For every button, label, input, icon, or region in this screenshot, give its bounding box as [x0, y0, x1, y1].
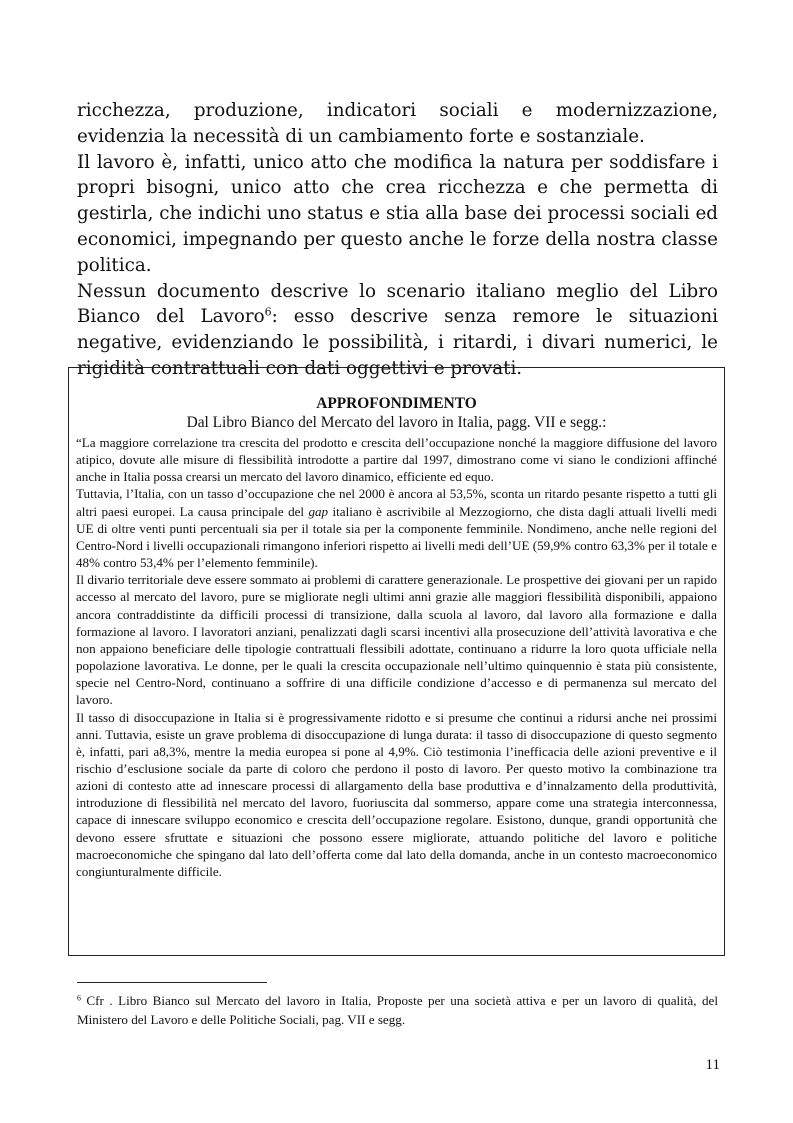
insight-paragraph-1: “La maggiore correlazione tra crescita del prodotto e crescita dell’occupazione nonché la maggiore diffusione del lavoro atipico, dovute alle misure di flessibilità introdotte a partire dal 1997, dimostrano come vi siano le condizioni affinché anche in Italia possa crearsi un mercato del lavoro dinamico, efficiente ed equo.: [76, 435, 717, 485]
footnote-text: Cfr . Libro Bianco sul Mercato del lavoro in Italia, Proposte per una società attiva e per un lavoro di qualità, del Ministero del Lavoro e delle Politiche Sociali, pag. VII e segg.: [77, 993, 718, 1027]
insight-box-title: APPROFONDIMENTO: [316, 395, 477, 412]
insight-paragraph-3: Il divario territoriale deve essere sommato ai problemi di carattere generazionale. Le prospettive dei giovani per un rapido accesso al mercato del lavoro, pure se migliorate negli ultimi anni grazie alle maggiori flessibilità disponibili, appaiono ancora contraddistinte da difficili processi di transizione, dalla scuola al lavoro, dal lavoro alla formazione e dalla formazione al lavoro. I lavoratori anziani, penalizzati dagli scarsi incentivi alla prosecuzione dell’attività lavorativa e che non appaiono beneficiare delle tipologie contrattuali flessibili adottate, continuano a ridurre la loro quota ufficiale nella popolazione lavorativa. Le donne, per le quali la crescita occupazionale nell’ultimo quinquennio è stata più consistente, specie nel Centro-Nord, continuano a soffrire di una difficile condizione d’accesso e di permanenza sul mercato del lavoro.: [76, 572, 717, 708]
insight-box: [68, 367, 725, 956]
footnote: [77, 992, 718, 1029]
body-paragraph-2: Il lavoro è, infatti, unico atto che modifica la natura per soddisfare i propri bisogni, unico atto che crea ricchezza e che permetta di gestirla, che indichi uno status e stia alla base dei processi sociali ed economici, impegnando per questo anche le forze della nostra classe politica.: [77, 151, 718, 276]
body-paragraph-3-end: : esso descrive senza remore le situazioni negative, evidenziando le possibilità, i ritardi, i divari numerici, le rigidità contrattuali con dati oggettivi e provati.: [77, 306, 719, 379]
body-paragraph-3-start: Nessun documento descrive lo scenario italiano meglio del Libro Bianco del Lavoro: [77, 280, 718, 328]
footnote-number: 6: [77, 993, 81, 1003]
page-number: 11: [705, 1057, 720, 1073]
insight-box-subtitle: Dal Libro Bianco del Mercato del lavoro in Italia, pagg. VII e segg.:: [186, 414, 607, 431]
body-paragraph-1: ricchezza, produzione, indicatori sociali e modernizzazione, evidenzia la necessità di un cambiamento forte e sostanziale.: [77, 100, 718, 147]
insight-paragraph-4: Il tasso di disoccupazione in Italia si è progressivamente ridotto e si presume che continui a ridursi anche nei prossimi anni. Tuttavia, esiste un grave problema di disoccupazione di lunga durata: il tasso di disoccupazione di questo segmento è, infatti, pari a8,3%, mentre la media europea si pone al 4,9%. Ciò testimonia l’inefficacia delle azioni preventive e il rischio d’esclusione sociale da parte di coloro che perdono il posto di lavoro. Per questo motivo la combinazione tra azioni di contesto atte ad innescare processi di allargamento della base produttiva e d’innalzamento della produttività, introduzione di flessibilità nel mercato del lavoro, fuoriuscita dal sommerso, appare come una strategia interconnessa, capace di innescare sviluppo economico e crescita dell’occupazione regolare. Esistono, dunque, grandi opportunità che devono essere sfruttate e situazioni che possono essere migliorate, attuando politiche del lavoro e politiche macroeconomiche che spingano dal lato dell’offerta come dal lato della domanda, anche in un contesto macroeconomico congiunturalmente difficile.: [76, 709, 717, 879]
footnote-separator: [77, 982, 267, 983]
insight-paragraph-2: [76, 485, 717, 571]
footnote-reference[interactable]: 6: [264, 305, 272, 319]
insight-paragraph-2-end: italiano è ascrivibile al Mezzogiorno, che dista dagli attuali livelli medi UE di oltre venti punti percentuali sia per il totale sia per la componente femminile. Nondimeno, anche nelle regioni del Centro-Nord i livelli occupazionali rimangono inferiori rispetto ai livelli medi dell’UE (59,9% contro 63,3% per il totale e 48% contro 53,4% per l’elemento femminile).: [76, 503, 717, 571]
insight-paragraph-2-start: Tuttavia, l’Italia, con un tasso d’occupazione che nel 2000 è ancora al 53,5%, sconta un ritardo pesante rispetto a tutti gli altri paesi europei. La causa principale del: [76, 486, 717, 519]
body-text: [77, 98, 718, 382]
gap-term: gap: [308, 503, 329, 519]
